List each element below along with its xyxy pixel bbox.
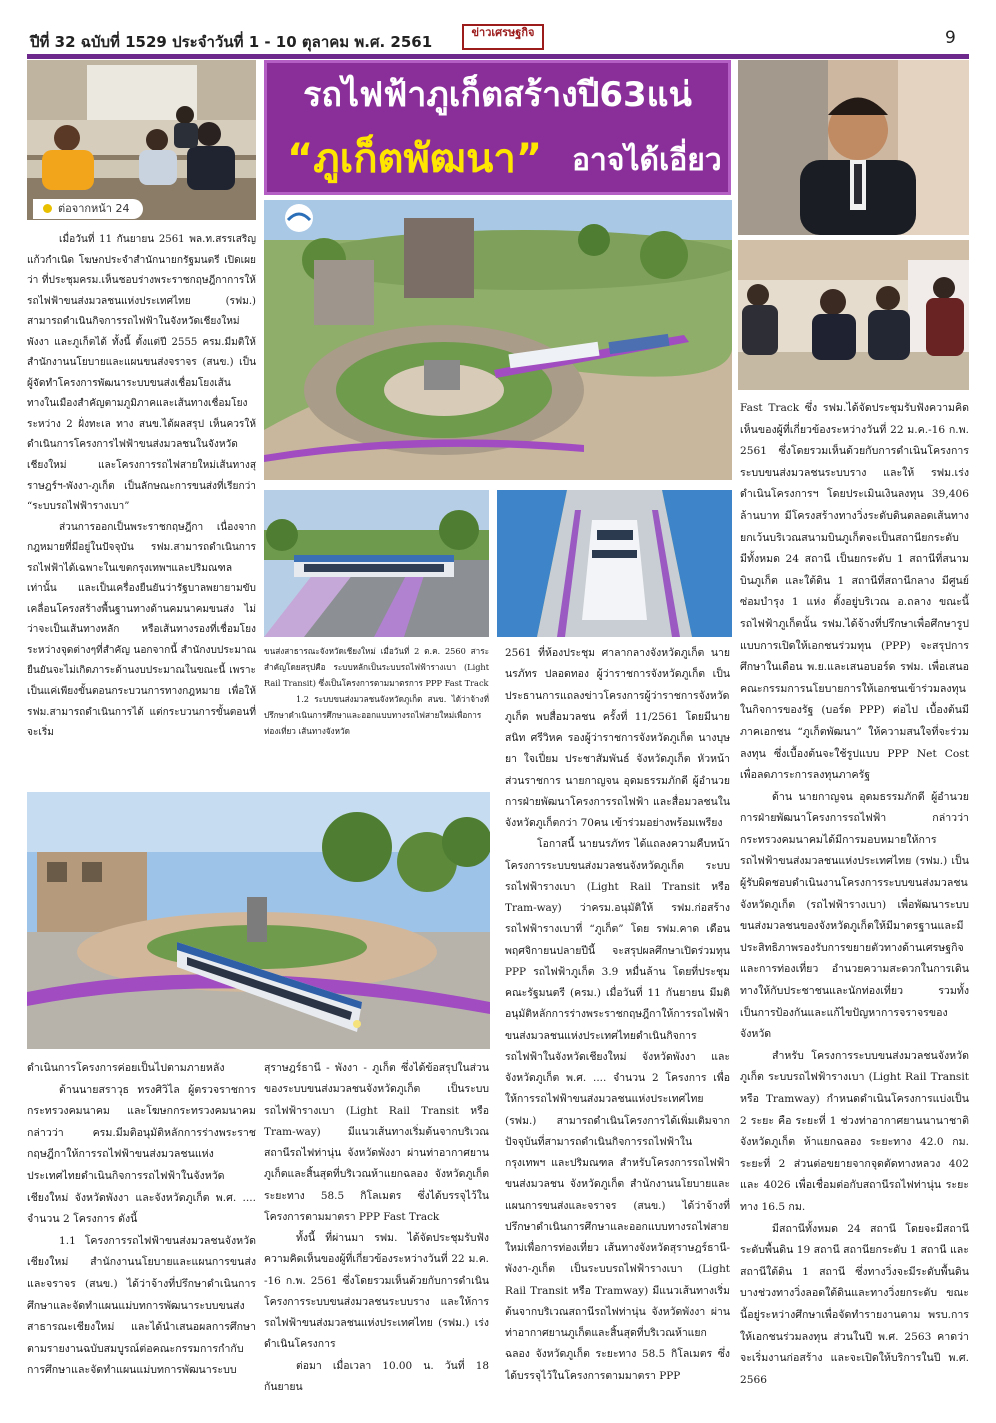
headline-box xyxy=(264,60,731,195)
paragraph: มีสถานีทั้งหมด 24 สถานี โดยจะมีสถานีระดับพื้นดิน 19 สถานี สถานียกระดับ 1 สถานี และสถานีใต้ดิน 1 สถานี ซึ่งทางวิ่งจะมีระดับพื้นดิน บางช่วงทางวิ่งลอดใต้ดินและทางวิ่งยกระดับ ขณะนี้อยู่ระหว่างศึกษาเพื่อจัดทำรายงานตาม พรบ.การให้เอกชนร่วมลงทุน ส่วนในปี พ.ศ. 2563 คาดว่าจะเริ่มงานก่อสร้าง และจะเปิดให้บริการในปี พ.ศ. 2566 xyxy=(740,1222,969,1386)
meeting-photo xyxy=(27,60,256,220)
brand-logo xyxy=(462,24,544,50)
roundabout-rendering xyxy=(264,200,732,480)
station-rendering-illustration xyxy=(497,490,732,637)
paragraph: ทั้งนี้ ที่ผ่านมา รฟม. ได้จัดประชุมรับฟังความคิดเห็นของผู้ที่เกี่ยวข้องระหว่างวันที่ 22 ม.ค. -16 ก.พ. 2561 ซึ่งโดยรวมเห็นด้วยกับการดำเนินโครงการระบบขนส่งมวลชนระบบราง และให้การรถไฟฟ้าขนส่งมวลชนแห่งประเทศไทย (รฟม.) เร่งดำเนินโครงการ xyxy=(264,1232,489,1351)
paragraph: สำหรับ โครงการระบบขนส่งมวลชนจังหวัดภูเก็ต ระบบรถไฟฟ้ารางเบา (Light Rail Transit หรือ Tramway) กำหนดดำเนินโครงการแบ่งเป็น 2 ระยะ คือ ระยะที่ 1 ช่วงท่าอากาศยานนานาชาติจังหวัดภูเก็ต ห้าแยกฉลอง ระยะทาง 42.0 กม. ระยะที่ 2 ส่วนต่อขยายจากจุดตัดทางหลวง 402 และ 4026 เพื่อเชื่อมต่อกับสถานีรถไฟท่านุ่น ระยะทาง 16.5 กม. xyxy=(740,1049,969,1213)
paragraph: ด้าน นายกาญจน อุดมธรรมภักดี ผู้อำนวยการฝ่ายพัฒนาโครงการรถไฟฟ้า กล่าวว่า กระทรวงคมนาคมได้มีการมอบหมายให้การรถไฟฟ้าขนส่งมวลชนแห่งประเทศไทย (รฟม.) เป็นผู้รับผิดชอบดำเนินงานโครงการระบบขนส่งมวลชนจังหวัดภูเก็ต (รถไฟฟ้ารางเบา) เพื่อพัฒนาระบบขนส่งมวลชนของจังหวัดภูเก็ตให้มีมาตรฐานและมีประสิทธิภาพรองรับการขยายตัวทางด้านเศรษฐกิจและการท่องเที่ยว อำนวยความสะดวกในการเดินทางให้กับประชาชนและนักท่องเที่ยว รวมทั้งเป็นการป้องกันและแก้ไขปัญหาการจราจรของจังหวัด xyxy=(740,790,969,1041)
issue-line: ปีที่ 32 ฉบับที่ 1529 ประจำวันที่ 1 - 10 ตุลาคม พ.ศ. 2561 xyxy=(30,33,433,51)
paragraph: โอกาสนี้ นายนรภัทร ได้แถลงความคืบหน้าโครงการระบบขนส่งมวลชนจังหวัดภูเก็ต ระบบรถไฟฟ้ารางเบา (Light Rail Transit หรือ Tram-way) ว่าครม.อนุมัติให้ รฟม.ก่อสร้างรถไฟฟ้ารางเบาที่ “ภูเก็ต” โดย รฟม.คาด เดือนพฤศจิกายนปลายปีนี้ จะสรุปผลศึกษาเปิดร่วมทุน PPP รถไฟฟ้าภูเก็ต 3.9 หมื่นล้าน โดยที่ประชุมคณะรัฐมนตรี (ครม.) เมื่อวันที่ 11 กันยายน มีมติอนุมัติหลักการร่างพระราชกฤษฎีกาให้การรถไฟฟ้าขนส่งมวลชนแห่งประเทศไทยดำเนินกิจการรถไฟฟ้าในจังหวัดเชียงใหม่ จังหวัดพังงา และจังหวัดภูเก็ต พ.ศ. .... จำนวน 2 โครงการ เพื่อให้การรถไฟฟ้าขนส่งมวลชนแห่งประเทศไทย (รฟม.) สามารถดำเนินโครงการได้เพิ่มเติมจากปัจจุบันที่สามารถดำเนินกิจการรถไฟฟ้าในกรุงเทพฯ และปริมณฑล สำหรับโครงการรถไฟฟ้าขนส่งมวลชน จังหวัดภูเก็ต สำนักงานนโยบายและแผนการขนส่งและจราจร (สนข.) ได้ว่าจ้างที่ปรึกษาดำเนินการศึกษาและออกแบบทางรถไฟสายใหม่เพื่อการท่องเที่ยว เส้นทางจังหวัดสุราษฎร์ธานี-พังงา-ภูเก็ต เป็นระบบรถไฟฟ้ารางเบา (Light Rail Transit หรือ Tramway) มีแนวเส้นทางเริ่มต้นจากบริเวณสถานีรถไฟท่านุ่น จังหวัดพังงา ผ่านท่าอากาศยานภูเก็ตและสิ้นสุดที่บริเวณห้าแยกฉลอง จังหวัดภูเก็ต ระยะทาง 58.5 กิโลเมตร ซึ่งได้บรรจุไว้ในโครงการตามมาตรา PPP xyxy=(505,838,730,1382)
tram-roundabout-rendering xyxy=(27,792,490,1049)
headline-line3: อาจได้เอี่ยว xyxy=(572,143,722,178)
roundabout-rendering-illustration xyxy=(264,200,732,480)
page-number: 9 xyxy=(945,28,956,48)
paragraph: ต่อมา เมื่อเวลา 10.00 น. วันที่ 18 กันยายน xyxy=(264,1359,489,1393)
group-photo xyxy=(738,240,969,390)
article-col2-top xyxy=(264,643,489,753)
paragraph: 1.1 โครงการรถไฟฟ้าขนส่งมวลชนจังหวัดเชียงใหม่ สำนักงานนโยบายและแผนการขนส่ง และจราจร (สนข.) ได้ว่าจ้างที่ปรึกษาดำเนินการศึกษาและจัดทำแผนแม่บทการพัฒนาระบบขนส่งสาธารณะเชียงใหม่ และได้นำเสนอผลการศึกษาตามรายงานฉบับสมบูรณ์ต่อคณะกรรมการกำกับการศึกษาและจัดทำแผนแม่บทการพัฒนาระบบ xyxy=(27,1234,256,1377)
headline-line1: รถไฟฟ้าภูเก็ตสร้างปี63แน่ xyxy=(303,75,692,115)
continued-text: ต่อจากหน้า 24 xyxy=(58,202,130,215)
group-photo-illustration xyxy=(738,240,969,390)
article-col4 xyxy=(740,398,969,1398)
speaker-photo-illustration xyxy=(738,60,969,235)
station-rendering xyxy=(497,490,732,637)
paragraph: ด้านนายสราวุธ ทรงศิวิไล ผู้ตรวจราชการกระทรวงคมนาคม และโฆษกกระทรวงคมนาคม กล่าวว่า ครม.มีมติอนุมัติหลักการร่างพระราชกฤษฎีกาให้การรถไฟฟ้าขนส่งมวลชนแห่งประเทศไทยดำเนินกิจการรถไฟฟ้าในจังหวัดเชียงใหม่ จังหวัดพังงา และจังหวัดภูเก็ต พ.ศ. .... จำนวน 2 โครงการ ดังนี้ xyxy=(27,1083,256,1226)
paragraph: 1.2 ระบบขนส่งมวลชนจังหวัดภูเก็ต สนข. ได้ว่าจ้างที่ปรึกษาดำเนินการศึกษาและออกแบบทางรถไฟสายใหม่เพื่อการท่องเที่ยว เส้นทางจังหวัด xyxy=(264,694,489,736)
paragraph: 2561 ที่ห้องประชุม ศาลากลางจังหวัดภูเก็ต นายนรภัทร ปลอดทอง ผู้ว่าราชการจังหวัดภูเก็ต เป็นประธานการแถลงข่าวโครงการผู้ว่าราชการจังหวัดภูเก็ต พบสื่อมวลชน ครั้งที่ 11/2561 โดยมีนายสนิท ศรีวิหค รองผู้ว่าราชการจังหวัดภูเก็ต นางบุษยา ใจเปี่ยม ประชาสัมพันธ์ จังหวัดภูเก็ต หัวหน้าส่วนราชการ นายกาญจน อุดมธรรมภักดี ผู้อำนวยการฝ่ายพัฒนาโครงการรถไฟฟ้า และสื่อมวลชนในจังหวัดภูเก็ตกว่า 70คน เข้าร่วมอย่างพร้อมเพรียง xyxy=(505,647,730,829)
speaker-photo xyxy=(738,60,969,235)
article-col3 xyxy=(505,643,730,1398)
continued-label xyxy=(33,199,143,219)
article-col1-top xyxy=(27,230,256,750)
headline-line2: “ภูเก็ตพัฒนา” xyxy=(287,136,543,182)
header-rule xyxy=(27,54,969,59)
meeting-photo-illustration xyxy=(27,60,256,220)
tram-road-rendering xyxy=(264,490,489,637)
paragraph: Fast Track ซึ่ง รฟม.ได้จัดประชุมรับฟังความคิดเห็นของผู้ที่เกี่ยวข้องระหว่างวันที่ 22 ม.ค.-16 ก.พ. 2561 ซึ่งโดยรวมเห็นด้วยกับการดำเนินโครงการระบบขนส่งมวลชนระบบราง และให้ รฟม.เร่งดำเนินโครงการฯ โดยประเมินเงินลงทุน 39,406 ล้านบาท มีโครงสร้างทางวิ่งระดับดินตลอดเส้นทาง ยกเว้นบริเวณสนามบินภูเก็ตจะเป็นสถานียกระดับ มีทั้งหมด 24 สถานี เป็นยกระดับ 1 สถานีที่สนามบินภูเก็ต และใต้ดิน 1 สถานีที่สถานีกลาง มีศูนย์ซ่อมบำรุง 1 แห่ง ตั้งอยู่บริเวณ อ.ถลาง ขณะนี้รถไฟฟ้าภูเก็ตนั้น รฟม.ได้จ้างที่ปรึกษาเพื่อศึกษารูปแบบการเปิดให้เอกชนร่วมทุน (PPP) จะสรุปการศึกษาในเดือน พ.ย.และเสนอบอร์ด รฟม. เพื่อเสนอคณะกรรมการนโยบายการให้เอกชนเข้าร่วมลงทุนในกิจการของรัฐ (บอร์ด PPP) ต่อไป เบื้องต้นมีภาคเอกชน “ภูเก็ตพัฒนา” ให้ความสนใจที่จะร่วมลงทุน ซึ่งเบื้องต้นจะใช้รูปแบบ PPP Net Cost เพื่อลดภาระการลงทุนภาครัฐ xyxy=(740,402,969,782)
brand-name: ข่าวเศรษฐกิจ xyxy=(471,26,535,39)
bullet-dot-icon xyxy=(43,204,52,213)
paragraph: ขนส่งสาธารณะจังหวัดเชียงใหม่ เมื่อวันที่ 2 ต.ค. 2560 สาระสำคัญโดยสรุปคือ ระบบหลักเป็นระบบรถไฟฟ้ารางเบา (Light Rail Transit) ซึ่งเป็นโครงการตามมาตรการ PPP Fast Track xyxy=(264,646,489,688)
paragraph: ดำเนินการโครงการค่อยเป็นไปตามภายหลัง xyxy=(27,1062,225,1074)
paragraph: ส่วนการออกเป็นพระราชกฤษฎีกา เนื่องจากกฎหมายที่มีอยู่ในปัจจุบัน รฟม.สามารถดำเนินการรถไฟฟ้าได้เฉพาะในเขตกรุงเทพฯและปริมณฑลเท่านั้น และเป็นเครื่องยืนยันว่ารัฐบาลพยายามขับเคลื่อนโครงสร้างพื้นฐานทางด้านคมนาคมขนส่ง ไม่ว่าจะเป็นเส้นทางหลัก หรือเส้นทางรองที่เชื่อมโยงระหว่างจุดต่างๆที่สำคัญ นอกจากนี้ สำนักงบประมาณยืนยันจะไม่เกิดภาระด้านงบประมาณในขณะนี้ เพราะเป็นแค่เพียงขั้นตอนกระบวนการทางกฎหมาย เพื่อให้ รฟม.สามารถดำเนินการได้ แต่กระบวนการขั้นตอนที่จะเริ่ม xyxy=(27,521,256,739)
tram-roundabout-rendering-illustration xyxy=(27,792,490,1049)
paragraph: เมื่อวันที่ 11 กันยายน 2561 พล.ท.สรรเสริญ แก้วกำเนิด โฆษกประจำสำนักนายกรัฐมนตรี เปิดเผยว่า ที่ประชุมครม.เห็นชอบร่างพระราชกฤษฎีกาการให้รถไฟฟ้าขนส่งมวลชนแห่งประเทศไทย (รฟม.) สามารถดำเนินกิจการรถไฟฟ้าในจังหวัดเชียงใหม่ พังงา และภูเก็ตได้ ทั้งนี้ ตั้งแต่ปี 2555 ครม.มีมติให้สำนักงานนโยบายและแผนขนส่งจราจร (สนข.) เป็นผู้จัดทำโครงการพัฒนาระบบขนส่งเชื่อมโยงเส้นทางในเมืองสำคัญตามภูมิภาคและเส้นทางเชื่อมโยงระหว่าง 2 ฝั่งทะเล ทาง สนข.ได้ผลสรุป เห็นควรให้ดำเนินการโครงการไฟฟ้าขนส่งมวลชนในจังหวัดเชียงใหม่ และโครงการรถไฟสายใหม่เส้นทางสุราษฎร์ฯ-พังงา-ภูเก็ต เป็นลักษณะการขนส่งที่เรียกว่า “ระบบรถไฟฟ้ารางเบา” xyxy=(27,234,256,513)
article-col1-bottom xyxy=(27,1058,256,1398)
tram-road-rendering-illustration xyxy=(264,490,489,637)
paragraph: สุราษฎร์ธานี - พังงา - ภูเก็ต ซึ่งได้ข้อสรุปในส่วนของระบบขนส่งมวลชนจังหวัดภูเก็ต เป็นระบบรถไฟฟ้ารางเบา (Light Rail Transit หรือ Tram-way) มีแนวเส้นทางเริ่มต้นจากบริเวณสถานีรถไฟท่านุ่น จังหวัดพังงา ผ่านท่าอากาศยานภูเก็ตและสิ้นสุดที่บริเวณห้าแยกฉลอง จังหวัดภูเก็ต ระยะทาง 58.5 กิโลเมตร ซึ่งได้บรรจุไว้ในโครงการตามมาตรา PPP Fast Track xyxy=(264,1062,489,1223)
article-col2-bottom xyxy=(264,1058,489,1398)
